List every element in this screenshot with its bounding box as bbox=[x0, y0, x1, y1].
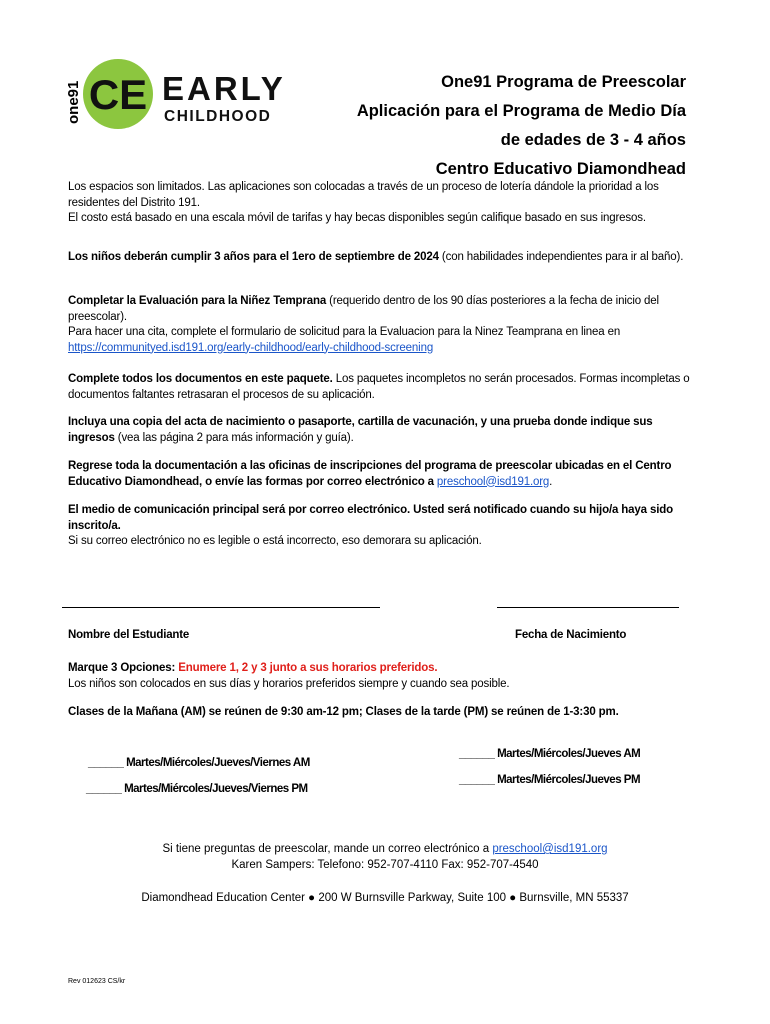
logo-word-childhood: CHILDHOOD bbox=[164, 108, 272, 125]
option-label: Martes/Miércoles/Jueves/Viernes AM bbox=[126, 757, 310, 769]
option-blank[interactable]: ______ bbox=[88, 757, 124, 769]
age-requirement bbox=[68, 250, 694, 266]
document-title bbox=[256, 68, 686, 184]
title-line-2: Aplicación para el Programa de Medio Día bbox=[356, 102, 686, 120]
contact-phones: Karen Sampers: Telefono: 952-707-4110 Fax: 952-707-4540 bbox=[231, 859, 539, 871]
include-documents bbox=[68, 415, 694, 446]
logo-word-early: EARLY bbox=[162, 70, 286, 107]
student-name-line[interactable] bbox=[62, 607, 380, 608]
screening-requirement bbox=[68, 294, 694, 356]
options-instructions bbox=[68, 661, 694, 692]
student-name-label: Nombre del Estudiante bbox=[68, 629, 190, 641]
communication-bold: El medio de comunicación principal será por correo electrónico. Usted será notificado cuando su hijo/a haya sido inscrito/a. bbox=[68, 504, 673, 532]
birth-date-line[interactable] bbox=[497, 607, 679, 608]
age-requirement-bold: Los niños deberán cumplir 3 años para el 1ero de septiembre de 2024 bbox=[68, 251, 439, 263]
age-requirement-rest: (con habilidades independientes para ir al baño). bbox=[438, 251, 684, 263]
intro-lottery-text: Los espacios son limitados. Las aplicaciones son colocadas a través de un proceso de lotería dándole la prioridad a los residentes del Distrito 191. bbox=[68, 181, 659, 209]
options-mark-label: Marque 3 Opciones: bbox=[68, 662, 179, 674]
option-label: Martes/Miércoles/Jueves/Viernes PM bbox=[124, 783, 308, 795]
communication-note bbox=[68, 503, 694, 550]
option-blank[interactable]: ______ bbox=[459, 774, 495, 786]
option-row-mtw-pm[interactable] bbox=[459, 774, 640, 786]
intro-cost-text: El costo está basado en una escala móvil de tarifas y hay becas disponibles según califique basado en sus ingresos. bbox=[68, 212, 646, 224]
return-documents bbox=[68, 459, 694, 490]
title-line-1: One91 Programa de Preescolar bbox=[441, 73, 686, 91]
return-end: . bbox=[549, 475, 553, 488]
screening-rest: (requerido dentro de los 90 días posteriores a la fecha de inicio del preescolar). bbox=[68, 295, 659, 323]
screening-link[interactable]: https://communityed.isd191.org/early-childhood/early-childhood-screening bbox=[68, 341, 434, 354]
option-label: Martes/Miércoles/Jueves PM bbox=[497, 774, 641, 786]
title-line-3: de edades de 3 - 4 años bbox=[500, 131, 686, 149]
option-row-mtwf-am[interactable] bbox=[88, 757, 310, 769]
contact-email-link[interactable]: preschool@isd191.org bbox=[492, 843, 608, 855]
revision-note: Rev 012623 CS/kr bbox=[68, 978, 126, 985]
title-line-4: Centro Educativo Diamondhead bbox=[435, 160, 686, 178]
contact-question: Si tiene preguntas de preescolar, mande un correo electrónico a bbox=[162, 843, 493, 855]
intro-paragraph bbox=[68, 180, 694, 227]
complete-rest: Los paquetes incompletos no serán procesados. Formas incompletas o documentos faltantes retrasaran el procesos de su aplicación. bbox=[68, 373, 690, 401]
options-schedule-text: Clases de la Mañana (AM) se reúnen de 9:30 am-12 pm; Clases de la tarde (PM) se reúnen de 1-3:30 pm. bbox=[68, 706, 619, 718]
options-placement-note: Los niños son colocados en sus días y horarios preferidos siempre y cuando sea posible. bbox=[68, 677, 510, 690]
option-blank[interactable]: ______ bbox=[86, 783, 122, 795]
include-rest: (vea las página 2 para más información y guía). bbox=[114, 431, 354, 444]
option-label: Martes/Miércoles/Jueves AM bbox=[497, 748, 641, 760]
logo-side-text: one91 bbox=[66, 80, 82, 124]
birth-date-label: Fecha de Nacimiento bbox=[515, 629, 627, 641]
logo-badge-text: CE bbox=[88, 71, 148, 118]
option-row-mtwf-pm[interactable] bbox=[86, 783, 308, 795]
complete-bold: Complete todos los documentos en este paquete. bbox=[68, 373, 333, 385]
address-line: Diamondhead Education Center ● 200 W Burnsville Parkway, Suite 100 ● Burnsville, MN 55337 bbox=[141, 892, 629, 904]
screening-instructions: Para hacer una cita, complete el formulario de solicitud para la Evaluacion para la Ninez Teamprana en linea en bbox=[68, 326, 621, 338]
options-schedule bbox=[68, 705, 694, 721]
return-email-link[interactable]: preschool@isd191.org bbox=[436, 475, 550, 488]
option-blank[interactable]: ______ bbox=[459, 748, 495, 760]
option-row-mtw-am[interactable] bbox=[459, 748, 640, 760]
options-mark-red: Enumere 1, 2 y 3 junto a sus horarios preferidos. bbox=[178, 662, 438, 674]
include-bold: Incluya una copia del acta de nacimiento o pasaporte, cartilla de vacunación, y una prueba donde indique sus ingresos bbox=[68, 416, 653, 444]
contact-block bbox=[0, 841, 770, 873]
complete-documents bbox=[68, 372, 694, 403]
communication-warning: Si su correo electrónico no es legible o está incorrecto, eso demorara su aplicación. bbox=[68, 535, 482, 547]
return-bold: Regrese toda la documentación a las oficinas de inscripciones del programa de preescolar ubicadas en el Centro Educativo Diamondhead, o envíe las formas por correo electrónico a bbox=[68, 460, 672, 488]
screening-bold: Completar la Evaluación para la Niñez Temprana bbox=[68, 295, 327, 307]
